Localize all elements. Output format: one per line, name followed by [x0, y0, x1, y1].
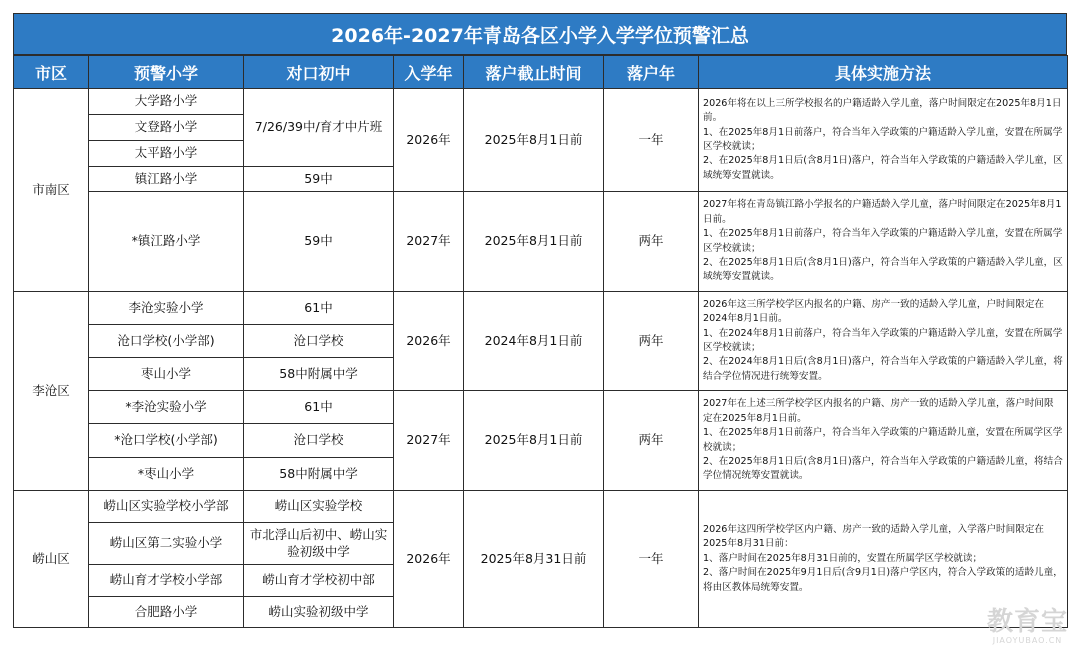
middle-cell: 58中附属中学 — [244, 458, 394, 491]
method-line: 2、在2024年8月1日后(含8月1日)落户，符合当年入学政策的户籍适龄入学儿童，将结合学位情况进行统筹安置。 — [703, 356, 1063, 382]
method-line: 2、在2025年8月1日后(含8月1日)落户，符合当年入学政策的户籍适龄入学儿童，区域统筹安置就读。 — [703, 155, 1063, 181]
school-cell: *镇江路小学 — [89, 192, 244, 292]
method-cell — [699, 192, 1068, 292]
district-cell: 崂山区 — [14, 491, 89, 628]
watermark-url: JIAOYUBAO.CN — [992, 636, 1063, 645]
table-row — [14, 89, 1068, 115]
header-school: 预警小学 — [89, 56, 244, 89]
year-cell: 2026年 — [394, 491, 464, 628]
method-line: 2、落户时间在2025年9月1日后(含9月1日)落户学区内，符合入学政策的适龄儿童，将由区教体局统筹安置。 — [703, 567, 1063, 593]
method-line: 1、落户时间在2025年8月31日前的，安置在所属学区学校就读； — [703, 552, 983, 564]
deadline-cell: 2025年8月1日前 — [464, 89, 604, 192]
method-line: 2026年将在以上三所学校报名的户籍适龄入学儿童，落户时间限定在2025年8月1日前。 — [703, 97, 1062, 124]
table-row — [14, 491, 1068, 523]
middle-cell: 沧口学校 — [244, 325, 394, 358]
middle-cell: 61中 — [244, 391, 394, 424]
watermark-logo — [987, 601, 1068, 645]
header-method: 具体实施方法 — [699, 56, 1068, 89]
page-title: 2026年-2027年青岛各区小学入学学位预警汇总 — [13, 13, 1067, 55]
year-cell: 2027年 — [394, 391, 464, 491]
hukou-cell: 一年 — [604, 491, 699, 628]
middle-cell: 崂山育才学校初中部 — [244, 565, 394, 597]
hukou-cell: 两年 — [604, 192, 699, 292]
middle-cell: 59中 — [244, 192, 394, 292]
middle-cell: 61中 — [244, 292, 394, 325]
school-cell: 大学路小学 — [89, 89, 244, 115]
middle-cell: 市北浮山后初中、崂山实验初级中学 — [244, 523, 394, 565]
table-row — [14, 292, 1068, 325]
method-line: 1、在2025年8月1日前落户，符合当年入学政策的户籍适龄入学儿童，安置在所属学区学校就读； — [703, 228, 1063, 254]
year-cell: 2027年 — [394, 192, 464, 292]
middle-cell: 崂山实验初级中学 — [244, 597, 394, 628]
deadline-cell: 2025年8月1日前 — [464, 391, 604, 491]
deadline-cell: 2025年8月1日前 — [464, 192, 604, 292]
school-cell: 合肥路小学 — [89, 597, 244, 628]
deadline-cell: 2024年8月1日前 — [464, 292, 604, 391]
warning-table — [13, 55, 1068, 628]
school-cell: 镇江路小学 — [89, 167, 244, 192]
header-deadline: 落户截止时间 — [464, 56, 604, 89]
school-cell: *沧口学校(小学部) — [89, 424, 244, 458]
method-line: 2027年在上述三所学校学区内报名的户籍、房产一致的适龄入学儿童，落户时间限定在2025年8月1日前。 — [703, 398, 1054, 424]
policy-table-container — [13, 13, 1067, 641]
school-cell: 崂山区第二实验小学 — [89, 523, 244, 565]
school-cell: 崂山区实验学校小学部 — [89, 491, 244, 523]
hukou-cell: 两年 — [604, 292, 699, 391]
school-cell: *枣山小学 — [89, 458, 244, 491]
header-hukou-years: 落户年 — [604, 56, 699, 89]
method-line: 1、在2025年8月1日前落户，符合当年入学政策的户籍适龄入学儿童，安置在所属学区学校就读； — [703, 126, 1063, 152]
table-row — [14, 192, 1068, 292]
middle-cell: 58中附属中学 — [244, 358, 394, 391]
school-cell: 崂山育才学校小学部 — [89, 565, 244, 597]
method-line: 2、在2025年8月1日后(含8月1日)落户，符合当年入学政策的户籍适龄入学儿童，区域统筹安置就读。 — [703, 256, 1063, 283]
middle-cell: 7/26/39中/育才中片班 — [244, 89, 394, 167]
method-line: 2027年将在青岛镇江路小学报名的户籍适龄入学儿童，落户时间限定在2025年8月1日前。 — [703, 199, 1062, 225]
middle-cell: 沧口学校 — [244, 424, 394, 458]
year-cell: 2026年 — [394, 292, 464, 391]
school-cell: 枣山小学 — [89, 358, 244, 391]
method-line: 1、在2024年8月1日前落户，符合当年入学政策的户籍适龄入学儿童，安置在所属学区学校就读； — [703, 327, 1063, 353]
method-cell — [699, 292, 1068, 391]
table-row — [14, 391, 1068, 424]
table-header-row — [14, 56, 1068, 89]
header-entry-year: 入学年 — [394, 56, 464, 89]
method-line: 2、在2025年8月1日后(含8月1日)落户，符合当年入学政策的户籍适龄儿童，将结合学位情况统筹安置就读。 — [703, 455, 1063, 482]
method-cell — [699, 391, 1068, 491]
hukou-cell: 一年 — [604, 89, 699, 192]
method-line: 2026年这三所学校学区内报名的户籍、房产一致的适龄入学儿童，户时间限定在2024年8月1日前。 — [703, 298, 1045, 325]
school-cell: 沧口学校(小学部) — [89, 325, 244, 358]
deadline-cell: 2025年8月31日前 — [464, 491, 604, 628]
district-cell: 市南区 — [14, 89, 89, 292]
year-cell: 2026年 — [394, 89, 464, 192]
method-cell — [699, 89, 1068, 192]
middle-cell: 崂山区实验学校 — [244, 491, 394, 523]
header-district: 市区 — [14, 56, 89, 89]
header-middle-school: 对口初中 — [244, 56, 394, 89]
school-cell: *李沧实验小学 — [89, 391, 244, 424]
school-cell: 李沧实验小学 — [89, 292, 244, 325]
watermark-text: 教育宝 — [986, 607, 1068, 637]
district-cell: 李沧区 — [14, 292, 89, 491]
method-line: 1、在2025年8月1日前落户，符合当年入学政策的户籍适龄儿童，安置在所属学区学校就读； — [703, 427, 1063, 453]
school-cell: 太平路小学 — [89, 141, 244, 167]
method-line: 2026年这四所学校学区内户籍、房产一致的适龄入学儿童，入学落户时间限定在2025年8月31日前： — [703, 524, 1045, 550]
middle-cell: 59中 — [244, 167, 394, 192]
school-cell: 文登路小学 — [89, 115, 244, 141]
hukou-cell: 两年 — [604, 391, 699, 491]
